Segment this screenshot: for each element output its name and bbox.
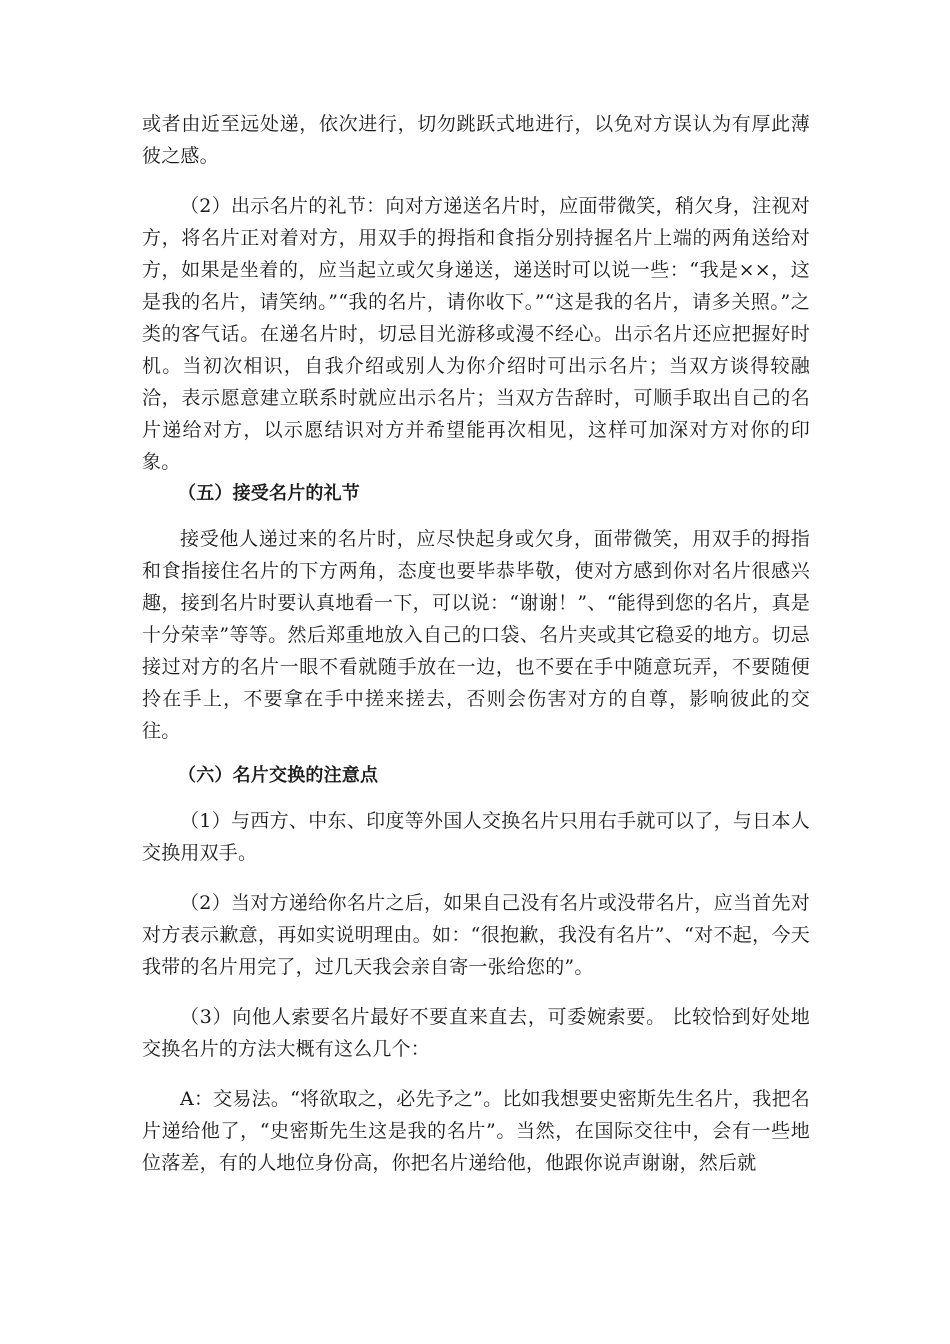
spacer <box>142 172 810 190</box>
paragraph-exchange-2: （2）当对方递给你名片之后，如果自己没有名片或没带名片，应当首先对对方表示歉意，再如实说明理由。如：“很抱歉，我没有名片”、“对不起，今天我带的名片用完了，过几天我会亲自寄一张给您的”。 <box>142 892 810 978</box>
paragraph-continuation: 或者由近至远处递，依次进行，切勿跳跃式地进行，以免对方误认为有厚此薄彼之感。 <box>142 113 810 167</box>
paragraph-receive-card: 接受他人递过来的名片时，应尽快起身或欠身，面带微笑，用双手的拇指和食指接住名片的下方两角，态度也要毕恭毕敬，使对方感到你对名片很感兴趣，接到名片时要认真地看一下，可以说：“谢谢！”、“能得到您的名片，真是十分荣幸”等等。然后郑重地放入自己的口袋、名片夹或其它稳妥的地方。切忌接过对方的名片一眼不看就随手放在一边，也不要在手中随意玩弄，不要随便拎在手上，不要拿在手中搓来搓去，否则会伤害对方的自尊，影响彼此的交往。 <box>142 528 810 742</box>
spacer <box>142 747 810 760</box>
paragraph-exchange-a: A：交易法。“将欲取之，必先予之”。比如我想要史密斯先生名片，我把名片递给他了，“史密斯先生这是我的名片”。当然，在国际交往中，会有一些地位落差，有的人地位身份高，你把名片递给他，他跟你说声谢谢，然后就 <box>142 1088 810 1174</box>
paragraph-exchange-3: （3）向他人索要名片最好不要直来直去，可委婉索要。 比较恰到好处地交换名片的方法大概有这么几个： <box>142 1006 810 1060</box>
spacer <box>142 792 810 805</box>
section-heading-receive-card: （五）接受名片的礼节 <box>178 483 360 504</box>
spacer <box>142 869 810 887</box>
spacer <box>142 1065 810 1083</box>
spacer <box>142 983 810 1001</box>
paragraph-exchange-1: （1）与西方、中东、印度等外国人交换名片只用右手就可以了，与日本人交换用双手。 <box>142 810 810 864</box>
section-heading-exchange-notes: （六）名片交换的注意点 <box>178 765 379 786</box>
spacer <box>142 510 810 523</box>
document-body <box>142 108 810 1179</box>
paragraph-show-card-etiquette: （2）出示名片的礼节：向对方递送名片时，应面带微笑，稍欠身，注视对方，将名片正对着对方，用双手的拇指和食指分别持握名片上端的两角送给对方，如果是坐着的，应当起立或欠身递送，递送时可以说一些：“我是××，这是我的名片，请笑纳。”“我的名片，请你收下。”“这是我的名片，请多关照。”之类的客气话。在递名片时，切忌目光游移或漫不经心。出示名片还应把握好时机。当初次相识，自我介绍或别人为你介绍时可出示名片；当双方谈得较融洽，表示愿意建立联系时就应出示名片；当双方告辞时，可顺手取出自己的名片递给对方，以示愿结识对方并希望能再次相见，这样可加深对方对你的印象。 <box>142 195 810 473</box>
